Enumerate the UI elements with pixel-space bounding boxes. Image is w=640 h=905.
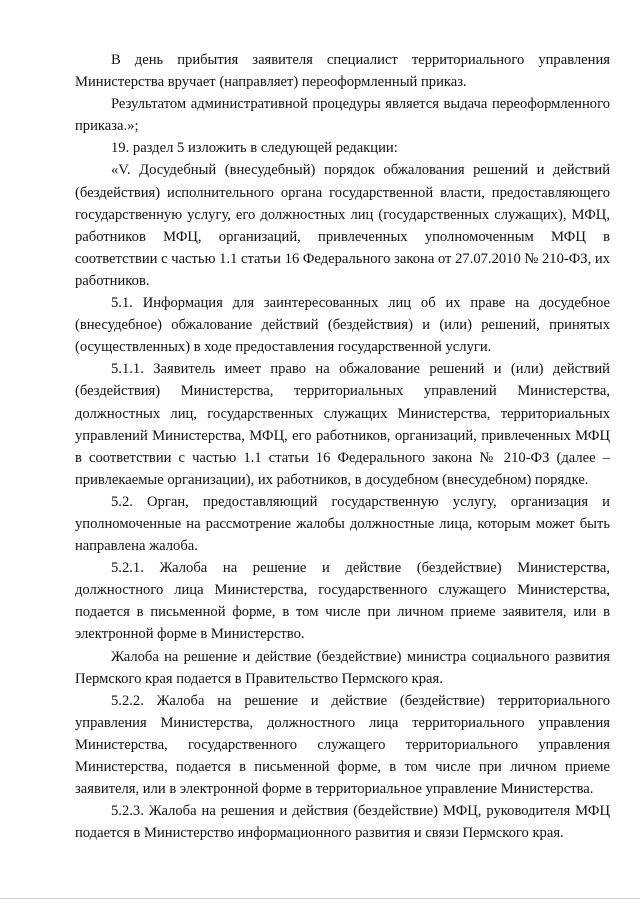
paragraph-5-1-1: 5.1.1. Заявитель имеет право на обжалование решений и (или) действий (бездействия) Министерства, территориальных управлений Министерства, должностных лиц, государственных служащих Министерства, территориальных управлений Министерства, МФЦ, его работников, организаций, привлеченных МФЦ в соответствии с частью 1.1 статьи 16 Федерального закона № 210-ФЗ (далее – привлекаемые организации), их работников, в досудебном (внесудебном) порядке.: [75, 361, 610, 488]
paragraph-5-2-2: 5.2.2. Жалоба на решение и действие (бездействие) территориального управления Министерства, должностного лица территориального управления Министерства, государственного служащего территориального управления Министерства, подается в письменной форме, в том числе при личном приеме заявителя, или в электронной форме в территориальное управление Министерства.: [75, 692, 610, 798]
paragraph-transfer-order: В день прибытия заявителя специалист территориального управления Министерства вручает (направляет) переоформленный приказ.: [75, 52, 610, 91]
document-page: [75, 49, 610, 844]
section-5-heading: «V. Досудебный (внесудебный) порядок обжалования решений и действий (бездействия) исполнительного органа государственной власти, предоставляющего государственную услугу, его должностных лиц (государственных служащих), МФЦ, работников МФЦ, организаций, привлеченных уполномоченным МФЦ в соответствии с частью 1.1 статьи 16 Федерального закона от 27.07.2010 № 210-ФЗ, их работников.: [75, 162, 610, 289]
paragraph-5-2: 5.2. Орган, предоставляющий государственную услугу, организация и уполномоченные на рассмотрение жалобы должностные лица, которым может быть направлена жалоба.: [75, 493, 610, 555]
paragraph-5-2-1: 5.2.1. Жалоба на решение и действие (бездействие) Министерства, должностного лица Министерства, государственного служащего Министерства, подается в письменной форме, в том числе при личном приеме заявителя, или в электронной форме в Министерство.: [75, 560, 610, 643]
paragraph-5-1: 5.1. Информация для заинтересованных лиц об их праве на досудебное (внесудебное) обжалование действий (бездействия) и (или) решений, принятых (осуществленных) в ходе предоставления государственной услуги.: [75, 295, 610, 356]
paragraph-procedure-result: Результатом административной процедуры является выдача переоформленного приказа.»;: [75, 96, 610, 135]
paragraph-minister-complaint: Жалоба на решение и действие (бездействие) министра социального развития Пермского края подается в Правительство Пермского края.: [75, 648, 610, 687]
paragraph-item-19: 19. раздел 5 изложить в следующей редакции:: [111, 140, 398, 157]
page-bottom-divider: [0, 898, 640, 899]
paragraph-5-2-3: 5.2.3. Жалоба на решения и действия (бездействие) МФЦ, руководителя МФЦ подается в Министерство информационного развития и связи Пермского края.: [75, 803, 610, 842]
